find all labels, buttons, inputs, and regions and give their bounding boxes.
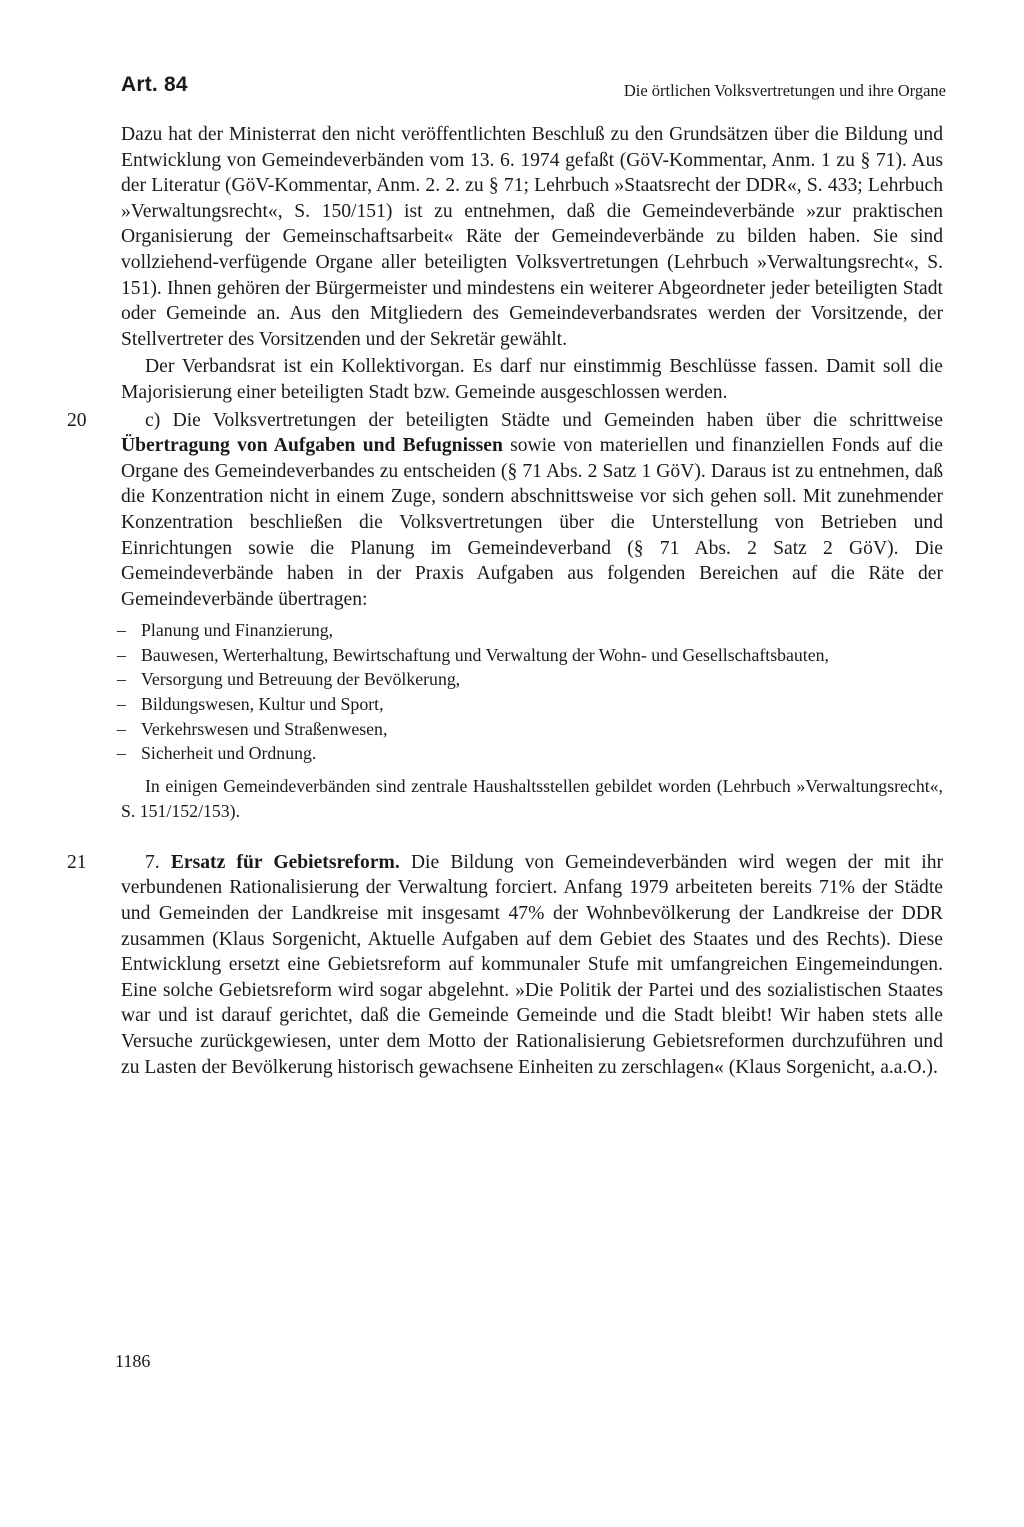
page-number: 1186 <box>115 1351 151 1371</box>
list-item: – Planung und Finanzierung, <box>121 618 943 643</box>
list-item: – Versorgung und Betreuung der Bevölkerung, <box>121 667 943 692</box>
dash-marker: – <box>117 694 126 715</box>
paragraph-ministerrat: Dazu hat der Ministerrat den nicht veröffentlichten Beschluß zu den Grundsätzen über die Bildung und Entwicklung von Gemeindeverbänden vom 13. 6. 1974 gefaßt (GöV-Kommentar, Anm. 1 zu § 71). Aus der Literatur (GöV-Kommentar, Anm. 2. 2. zu § 71; Lehrbuch »Staatsrecht der DDR«, S. 433; Lehrbuch »Verwaltungsrecht«, S. 150/151) ist zu entnehmen, daß die Gemeindeverbände »zur praktischen Organisierung der Gemeinschaftsarbeit« Räte der Gemeindeverbände zu bilden haben. Sie sind vollziehend-verfügende Organe aller beteiligten Volksvertretungen (Lehrbuch »Verwaltungsrecht«, S. 151). Ihnen gehören der Bürgermeister und mindestens ein weiterer Abgeordneter jeder beteiligten Stadt oder Gemeinde an. Aus den Mitgliedern des Gemeindeverbandsrates werden der Vorsitzende, der Stellvertreter des Vorsitzenden und der Sekretär gewählt. <box>121 124 943 350</box>
paragraph-uebertragung-rest: sowie von materiellen und finanziellen Fonds auf die Organe des Gemeindeverbandes zu entscheiden (§ 71 Abs. 2 Satz 1 GöV). Daraus ist zu entnehmen, daß die Konzentration nicht in einem Zuge, sondern abschnittsweise vor sich gehen soll. Mit zunehmender Konzentration beschließen die Volksvertretungen über die Unterstellung von Betrieben und Einrichtungen sowie die Planung im Gemeindeverband (§ 71 Abs. 2 Satz 2 GöV). Die Gemeindeverbände haben in der Praxis Aufgaben aus folgenden Bereichen auf die Räte der Gemeindeverbände übertragen: <box>121 435 943 610</box>
dash-marker: – <box>117 743 126 764</box>
paragraph-gebietsreform <box>67 850 944 1080</box>
paragraph-haushaltsstellen: In einigen Gemeindeverbänden sind zentrale Haushaltsstellen gebildet worden (Lehrbuch »Verwaltungsrecht«, S. 151/152/153). <box>121 775 943 821</box>
margin-number-21: 21 <box>67 851 87 873</box>
running-title: Die örtlichen Volksvertretungen und ihre Organe <box>623 81 946 100</box>
page-body <box>67 122 944 1080</box>
paragraph-gebietsreform-lead: 7. <box>145 851 171 873</box>
paragraph-uebertragung <box>67 408 943 613</box>
heading-gebietsreform: Ersatz für Gebietsreform. <box>170 851 400 873</box>
task-area-list <box>117 618 943 766</box>
margin-number-20: 20 <box>67 409 87 431</box>
dash-marker: – <box>117 718 126 739</box>
list-item: – Bildungswesen, Kultur und Sport, <box>121 692 943 717</box>
list-item: – Bauwesen, Werterhaltung, Bewirtschaftung und Verwaltung der Wohn- und Gesellschaftsbauten, <box>121 643 943 668</box>
dash-marker: – <box>117 620 126 641</box>
paragraph-uebertragung-lead: c) Die Volksvertretungen der beteiligten Städte und Gemeinden haben über die schrittweise <box>145 409 943 431</box>
dash-marker: – <box>117 644 126 665</box>
paragraph-verbandsrat: Der Verbandsrat ist ein Kollektivorgan. Es darf nur einstimmig Beschlüsse fassen. Damit soll die Majorisierung einer beteiligten Stadt bzw. Gemeinde ausgeschlossen werden. <box>121 356 943 403</box>
article-number: Art. 84 <box>121 73 188 96</box>
keyword-uebertragung: Übertragung von Aufgaben und Befugnissen <box>121 435 503 457</box>
list-item: – Sicherheit und Ordnung. <box>121 741 943 766</box>
dash-marker: – <box>117 669 126 690</box>
list-item: – Verkehrswesen und Straßenwesen, <box>121 717 943 742</box>
paragraph-gebietsreform-rest: Die Bildung von Gemeindeverbänden wird wegen der mit ihr verbundenen Rationalisierung der Verwaltung forciert. Anfang 1979 arbeiteten bereits 71% der Städte und Gemeinden der Landkreise mit insgesamt 47% der Wohnbevölkerung der Landkreise der DDR zusammen (Klaus Sorgenicht, Aktuelle Aufgaben auf dem Gebiet des Staates und des Rechts). Diese Entwicklung ersetzt eine Gebietsreform auf kommunaler Stufe mit umfangreichen Eingemeindungen. Eine solche Gebietsreform wird sogar abgelehnt. »Die Politik der Partei und des sozialistischen Staates war und ist darauf gerichtet, daß die Gemeinde Gemeinde und die Stadt bleibt! Wir haben stets alle Versuche zurückgewiesen, unter dem Motto der Rationalisierung Gebietsreformen durchzuführen und zu Lasten der Bevölkerung historisch gewachsene Einheiten zu zerschlagen« (Klaus Sorgenicht, a.a.O.). <box>121 851 944 1078</box>
